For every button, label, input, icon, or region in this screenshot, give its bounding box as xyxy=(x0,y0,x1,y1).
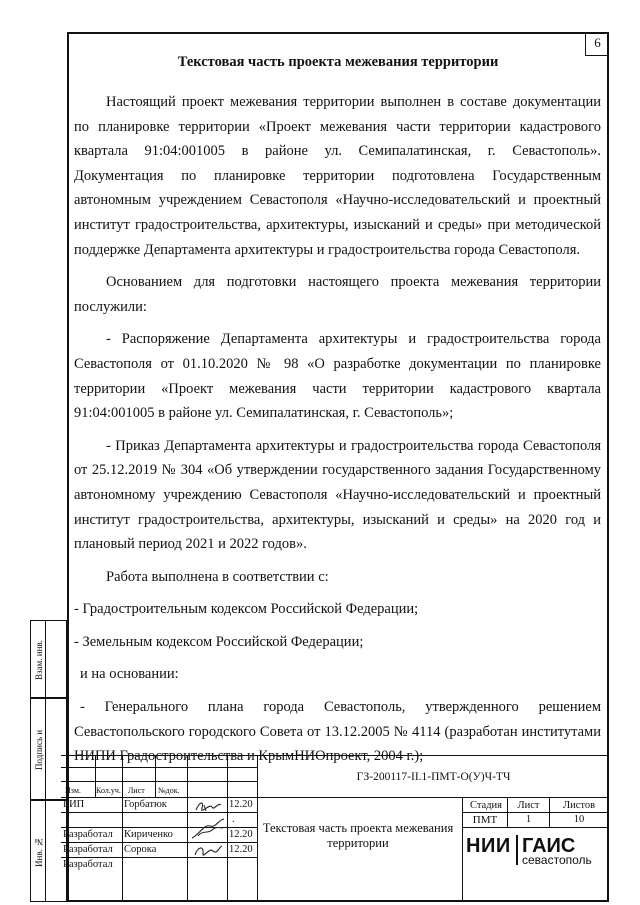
row-role: Разработал xyxy=(63,859,113,870)
stage-header: Стадия xyxy=(469,800,503,811)
signature-image xyxy=(190,816,226,842)
row-name: Кириченко xyxy=(124,829,173,840)
margin-label: Подпись и xyxy=(34,729,44,771)
paragraph: Работа выполнена в соответствии с: xyxy=(106,568,329,585)
list-item: - Приказ Департамента архитектуры и градостроительства города Севастополя от 25.12.2019 № 304 «Об утверждении государственного задания Государственному автономному учреждению Севастополя «Научно-исследовательский и проектный институт градостроительства, архитектуры, изысканий и среды» на 2020 год и плановый период 2021 и 2022 годов». xyxy=(74,437,601,553)
list-item: - Распоряжение Департамента архитектуры и градостроительства города Севастополя от 01.10.2020 № 98 «О разработке документации по планировке территории «Проект межевания части территории кадастрового квартала 91:04:001005 в районе ул. Семипалатинская, г. Севастополь»; xyxy=(74,331,601,422)
margin-stamp-inventory xyxy=(30,800,67,902)
col-header-izm: Изм. xyxy=(65,786,81,795)
page-title: Текстовая часть проекта межевания территории xyxy=(177,54,499,70)
organization-logo xyxy=(462,833,607,867)
document-code: ГЗ-200117-II.1-ПМТ-О(У)Ч-ТЧ xyxy=(356,771,511,783)
row-date: 12.20 xyxy=(229,799,253,810)
paragraph: Основанием для подготовки настоящего проекта межевания территории послужили: xyxy=(74,274,601,315)
logo-gais: ГАИС xyxy=(522,835,576,857)
row-date: 12.20 xyxy=(229,844,253,855)
margin-stamp-replaced-inv xyxy=(30,620,67,698)
col-header-list: Лист xyxy=(128,786,145,795)
paragraph: Настоящий проект межевания территории выполнен в составе документации по планировке территории «Проект межевания части территории кадастрового квартала 91:04:001005 в районе ул. Семипалатинская, г. Севастополь». Документация по планировке территории подготовлена Государственным автономным учреждением Севастополя «Научно-исследовательский и проектный институт градостроительства, архитектуры, изысканий и среды» при методической поддержке Департамента архитектуры и градостроительства города Севастополя. xyxy=(74,94,601,258)
sheet-header: Лист xyxy=(517,800,540,811)
document-name: Текстовая часть проекта межевания территории xyxy=(262,821,454,850)
row-role: Разработал xyxy=(63,829,113,840)
row-date: 12.20 xyxy=(229,829,253,840)
row-date: . xyxy=(232,814,235,825)
sheets-value: 10 xyxy=(573,814,585,825)
col-header-koluch: Кол.уч. xyxy=(96,786,121,795)
stage-value: ПМТ xyxy=(472,814,498,826)
row-name: Сорока xyxy=(124,844,157,855)
margin-stamp-signature xyxy=(30,698,67,800)
sheet-number: 6 xyxy=(585,32,609,56)
sheets-header: Листов xyxy=(562,800,596,811)
col-header-ndok: №док. xyxy=(158,786,180,795)
row-name: Горбатюк xyxy=(124,799,167,810)
row-role: Разработал xyxy=(63,844,113,855)
document-body xyxy=(74,90,601,769)
logo-city: севастополь xyxy=(522,853,592,867)
logo-nii: НИИ xyxy=(466,835,511,857)
margin-label: Взам. инв. xyxy=(34,640,44,680)
list-item: - Генерального плана города Севастополь, утвержденного решением Севастопольского городского Совета от 13.12.2005 № 4114 (разработан институтами НИПИ Градостроительства и КрымНИОпроект, 2004 г.); xyxy=(74,699,601,765)
sheet-value: 1 xyxy=(525,814,532,825)
signature-image xyxy=(192,799,224,813)
list-item: - Земельным кодексом Российской Федерации; xyxy=(74,633,364,650)
signature-image xyxy=(192,842,224,858)
list-item: - Градостроительным кодексом Российской Федерации; xyxy=(74,601,419,618)
paragraph: и на основании: xyxy=(80,666,179,683)
row-role: ГИП xyxy=(63,799,85,810)
margin-label: Инв. № xyxy=(34,836,44,868)
